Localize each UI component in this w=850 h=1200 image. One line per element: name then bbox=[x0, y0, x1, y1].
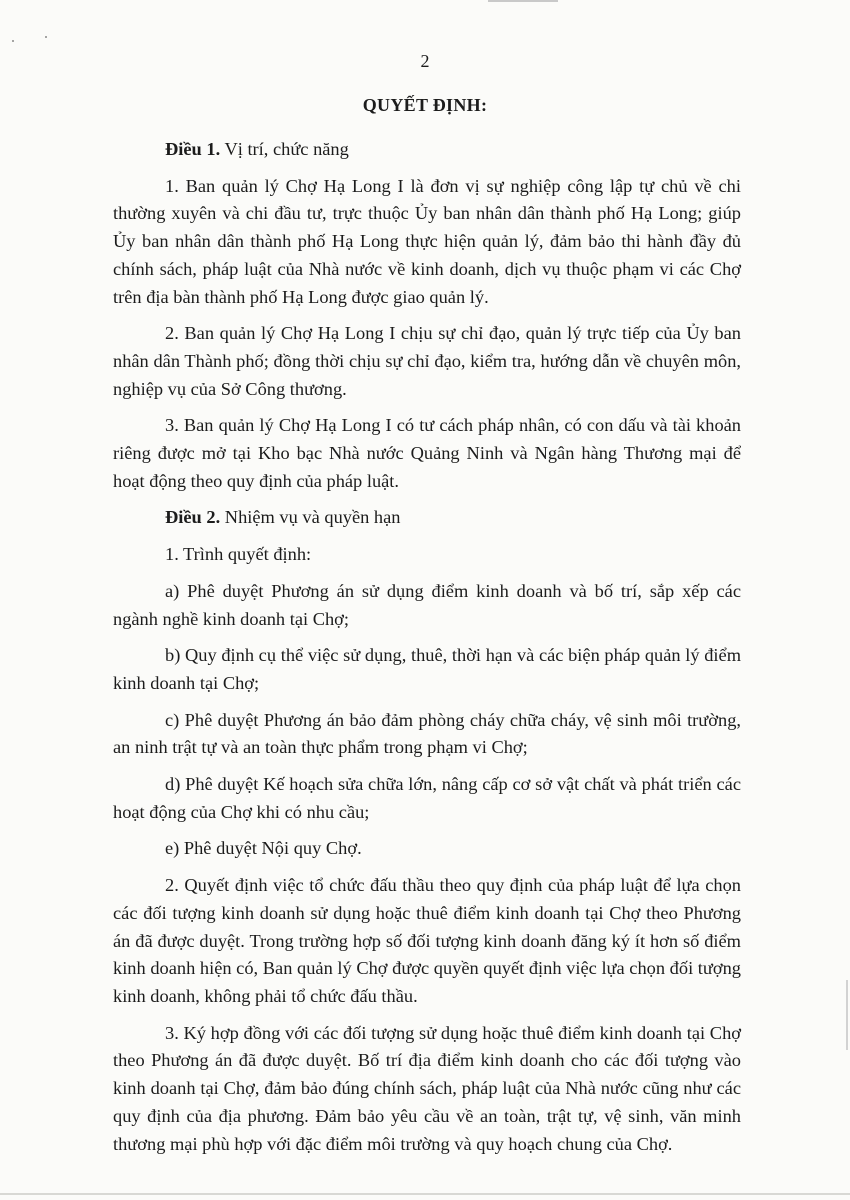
article-2-label: Điều 2. bbox=[165, 507, 221, 528]
article-1-heading bbox=[113, 136, 741, 164]
article-1-label: Điều 1. bbox=[165, 139, 221, 159]
article-1-title: Vị trí, chức năng bbox=[220, 139, 349, 159]
document-body bbox=[113, 136, 741, 1167]
article-2-item-1e: e) Phê duyệt Nội quy Chợ. bbox=[165, 838, 362, 859]
article-1-paragraph-3: 3. Ban quản lý Chợ Hạ Long I có tư cách pháp nhân, có con dấu và tài khoản riêng được mở tại Kho bạc Nhà nước Quảng Ninh và Ngân hàng Thương mại để hoạt động theo quy định của pháp luật. bbox=[113, 415, 741, 491]
scan-speck bbox=[12, 40, 14, 42]
article-1-paragraph-1: 1. Ban quản lý Chợ Hạ Long I là đơn vị sự nghiệp công lập tự chủ về chi thường xuyên và chi đầu tư, trực thuộc Ủy ban nhân dân thành phố Hạ Long; giúp Ủy ban nhân dân thành phố Hạ Long thực hiện quản lý, đảm bảo thi hành đầy đủ chính sách, pháp luật của Nhà nước về kinh doanh, dịch vụ thuộc phạm vi các Chợ trên địa bàn thành phố Hạ Long được giao quản lý. bbox=[113, 175, 741, 307]
article-1-paragraph-2: 2. Ban quản lý Chợ Hạ Long I chịu sự chỉ đạo, quản lý trực tiếp của Ủy ban nhân dân Thành phố; đồng thời chịu sự chỉ đạo, kiểm tra, hướng dẫn về chuyên môn, nghiệp vụ của Sở Công thương. bbox=[113, 323, 741, 399]
article-2-heading bbox=[113, 504, 741, 532]
page-number: 2 bbox=[420, 51, 430, 71]
article-2-item-3: 3. Ký hợp đồng với các đối tượng sử dụng hoặc thuê điểm kinh doanh tại Chợ theo Phương án đã được duyệt. Bố trí địa điểm kinh doanh cho các đối tượng vào kinh doanh tại Chợ, đảm bảo đúng chính sách, pháp luật của Nhà nước cũng như các quy định của địa phương. Đảm bảo yêu cầu về an toàn, trật tự, vệ sinh, văn minh thương mại phù hợp với đặc điểm môi trường và quy hoạch chung của Chợ. bbox=[113, 1022, 741, 1154]
decision-title: QUYẾT ĐỊNH: bbox=[362, 95, 488, 115]
scan-edge-mark-right bbox=[846, 980, 848, 1050]
article-2-item-1: 1. Trình quyết định: bbox=[165, 544, 312, 565]
article-2-item-1d: d) Phê duyệt Kế hoạch sửa chữa lớn, nâng cấp cơ sở vật chất và phát triển các hoạt động của Chợ khi có nhu cầu; bbox=[113, 774, 741, 822]
scan-speck bbox=[45, 36, 47, 38]
article-2-item-1b: b) Quy định cụ thể việc sử dụng, thuê, thời hạn và các biện pháp quản lý điểm kinh doanh tại Chợ; bbox=[113, 645, 741, 693]
article-2-item-1a: a) Phê duyệt Phương án sử dụng điểm kinh doanh và bố trí, sắp xếp các ngành nghề kinh doanh tại Chợ; bbox=[113, 580, 741, 629]
article-2-item-2: 2. Quyết định việc tổ chức đấu thầu theo quy định của pháp luật để lựa chọn các đối tượng kinh doanh sử dụng hoặc thuê điểm kinh doanh tại Chợ theo Phương án đã được duyệt. Trong trường hợp số đối tượng kinh doanh đăng ký ít hơn số điểm kinh doanh hiện có, Ban quản lý Chợ được quyền quyết định việc lựa chọn đối tượng kinh doanh, không phải tổ chức đấu thầu. bbox=[113, 875, 741, 1006]
scan-edge-line-bottom bbox=[0, 1193, 850, 1195]
scan-edge-line-top bbox=[488, 0, 558, 2]
article-2-item-1c: c) Phê duyệt Phương án bảo đảm phòng cháy chữa cháy, vệ sinh môi trường, an ninh trật tự và an toàn thực phẩm trong phạm vi Chợ; bbox=[113, 709, 741, 758]
article-2-title: Nhiệm vụ và quyền hạn bbox=[220, 507, 401, 528]
